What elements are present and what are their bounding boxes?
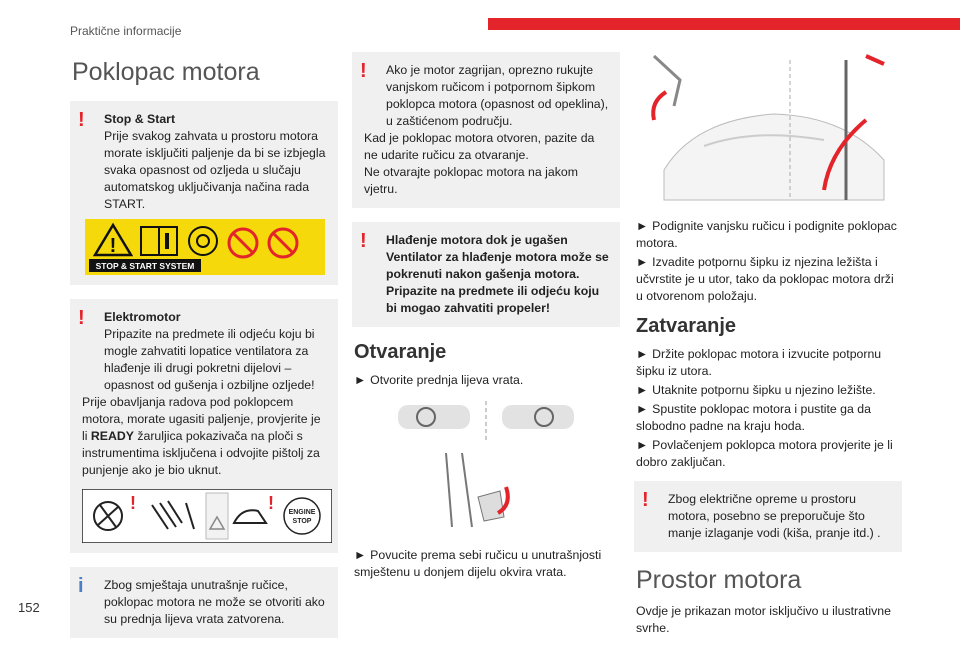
hot-engine-text-1: Ako je motor zagrijan, oprezno rukujte vanjskom ručicom i potpornom šipkom poklopca motora (opasnost od opeklina), u zaštićenom području. <box>386 63 609 128</box>
illustration-door-lever <box>386 397 586 537</box>
illustration-bonnet-opening <box>634 50 902 210</box>
closing-step-3: ► Spustite poklopac motora i pustite ga da slobodno padne na kraju hoda. <box>636 402 871 433</box>
warning-box-water <box>634 481 902 552</box>
car-front-icon <box>664 114 884 200</box>
danger-mark: ! <box>268 493 274 513</box>
warning-box-electric-motor <box>70 299 338 553</box>
door-lever-icon <box>478 491 504 521</box>
latch-arrow-icon <box>653 92 666 120</box>
section-title-closing: Zatvaranje <box>636 315 737 337</box>
page-title: Poklopac motora <box>72 58 260 86</box>
rod-arrow-icon <box>866 56 884 64</box>
stop-start-warning-label <box>85 219 325 275</box>
warning-exclamation-icon: ! <box>78 307 85 329</box>
page-number: 152 <box>18 600 40 615</box>
column-1 <box>70 48 338 652</box>
info-box-inner-handle <box>70 567 338 638</box>
engine-bay-text: Ovdje je prikazan motor isključivo u ilustrativne svrhe. <box>636 604 891 635</box>
electric-motor-text-2: Prije obavljanja radova pod poklopcem motora, morate ugasiti paljenje, provjerite je li READY žaruljica pokazivača na ploči s instrumentima isključena i odvojite pištolj za punjenje ako je bio uknut. <box>82 395 321 477</box>
warning-box-fan-after-stop <box>352 222 620 327</box>
danger-mark: ! <box>130 493 136 513</box>
electric-motor-text-1: Pripazite na predmete ili odjeću koju bi mogle zahvatiti lopatice ventilatora za hlađenje ili drugi pokretni dijelovi – opasnost od gušenja i ozbiljne ozljede! <box>104 327 315 392</box>
stop-start-heading: Stop & Start <box>104 112 176 126</box>
warning-exclamation-icon: ! <box>360 230 367 252</box>
closing-step-2: ► Utaknite potpornu šipku u njezino ležište. <box>636 383 876 397</box>
hot-engine-text-3: Ne otvarajte poklopac motora na jakom vjetru. <box>364 165 578 196</box>
closing-step-4: ► Povlačenjem poklopca motora provjerite je li dobro zaključan. <box>636 438 893 469</box>
electric-motor-heading: Elektromotor <box>104 310 181 324</box>
caution-triangle-mark: ! <box>109 235 117 257</box>
stop-start-text: Prije svakog zahvata u prostoru motora morate isključiti paljenje da bi se izbjegla svaka opasnost od ozljeda u slučaju automatskog uključivanja načina rada START. <box>104 129 326 211</box>
opening-step-3: ► Podignite vanjsku ručicu i podignite poklopac motora. <box>636 219 897 250</box>
water-warning-text: Zbog električne opreme u prostoru motora, posebno se preporučuje što manje izlaganje vodi (kiša, pranje itd.) . <box>668 492 881 540</box>
warning-exclamation-icon: ! <box>360 60 367 82</box>
svg-text:STOP: STOP <box>292 518 312 525</box>
door-frame-icon <box>446 453 472 527</box>
opening-step-1: ► Otvorite prednja lijeva vrata. <box>354 373 524 387</box>
warning-exclamation-icon: ! <box>78 109 85 131</box>
svg-text:ENGINE: ENGINE <box>288 509 316 516</box>
running-header: Praktične informacije <box>70 24 182 38</box>
hot-engine-text-2: Kad je poklopac motora otvoren, pazite da ne udarite ručicu za otvaranje. <box>364 131 595 162</box>
warning-box-stop-start <box>70 101 338 285</box>
column-2 <box>352 52 620 583</box>
section-title-opening: Otvaranje <box>354 341 447 363</box>
inner-handle-info-text: Zbog smještaja unutrašnje ručice, poklopac motora ne može se otvoriti ako su prednja lijeva vrata zatvorena. <box>104 578 325 626</box>
opening-step-4: ► Izvadite potpornu šipku iz njezina ležišta i učvrstite je u utor, tako da poklopac motora drži u otvorenom položaju. <box>636 255 894 303</box>
fan-after-stop-text: Hlađenje motora dok je ugašen Ventilator za hlađenje motora može se pokrenuti nakon gašenja motora. Pripazite na predmete ili odjeću koju bi mogao zahvatiti propeler! <box>386 233 609 315</box>
warning-exclamation-icon: ! <box>642 489 649 511</box>
info-icon: i <box>78 575 84 597</box>
warning-box-hot-engine <box>352 52 620 208</box>
header-red-bar <box>488 18 960 30</box>
closing-step-1: ► Držite poklopac motora i izvucite potpornu šipku iz utora. <box>636 347 882 378</box>
section-title-engine-bay: Prostor motora <box>636 566 802 594</box>
stop-start-system-label: STOP & START SYSTEM <box>95 261 195 271</box>
dashboard-right-icon <box>502 405 574 429</box>
opening-step-2: ► Povucite prema sebi ručicu u unutrašnjosti smještenu u donjem dijelu okvira vrata. <box>354 548 602 579</box>
electric-motor-pictogram-strip <box>82 489 332 543</box>
column-3 <box>634 50 902 639</box>
